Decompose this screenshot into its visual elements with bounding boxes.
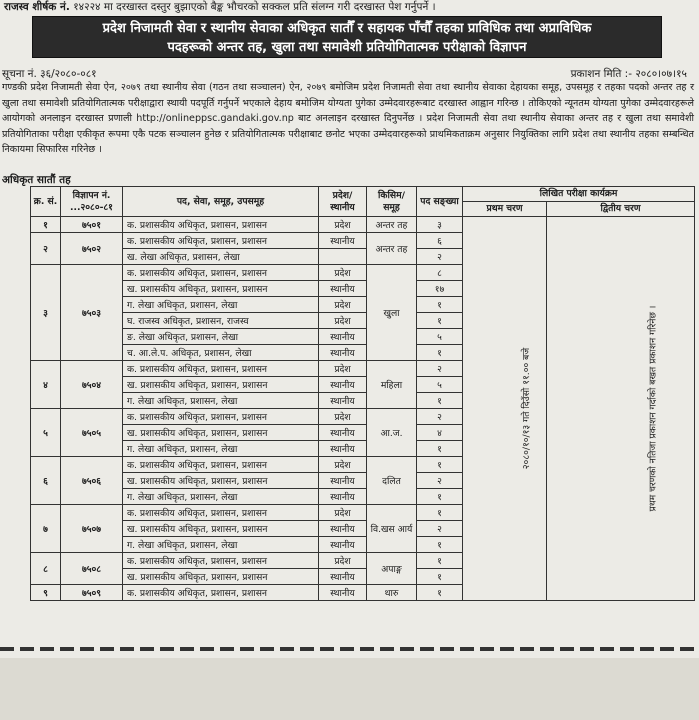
row-province-local: स्थानीय [319,441,367,457]
row-province-local: स्थानीय [319,233,367,249]
col-prov: प्रदेश/ स्थानीय [319,187,367,217]
row-post: ख. प्रशासकीय अधिकृत, प्रशासन, प्रशासन [123,521,319,537]
row-serial: ८ [31,553,61,585]
publication-date: प्रकाशन मिति :- २०८०।०७।१५ [570,68,687,80]
row-post: ख. प्रशासकीय अधिकृत, प्रशासन, प्रशासन [123,281,319,297]
row-province-local: स्थानीय [319,473,367,489]
row-post: ङ. लेखा अधिकृत, प्रशासन, लेखा [123,329,319,345]
row-post-count: १ [417,537,463,553]
row-post: घ. राजस्व अधिकृत, प्रशासन, राजस्व [123,313,319,329]
row-province-local: स्थानीय [319,393,367,409]
row-province-local: प्रदेश [319,361,367,377]
row-advert-no: ७५०५ [61,409,123,457]
row-post: ख. प्रशासकीय अधिकृत, प्रशासन, प्रशासन [123,377,319,393]
row-post: ख. प्रशासकीय अधिकृत, प्रशासन, प्रशासन [123,473,319,489]
row-serial: ४ [31,361,61,409]
row-post-count: २ [417,521,463,537]
revenue-label: राजस्व शीर्षक नं. [4,1,70,13]
row-advert-no: ७५०९ [61,585,123,601]
row-advert-no: ७५०३ [61,265,123,361]
row-type-group: वि.खस आर्य [367,505,417,553]
first-stage-text: २०८०/१०/१३ गते दिउँसो ११.०० बजे [521,347,533,470]
row-post: क. प्रशासकीय अधिकृत, प्रशासन, प्रशासन [123,265,319,281]
row-post-count: १ [417,505,463,521]
row-post-count: २ [417,361,463,377]
row-province-local: स्थानीय [319,345,367,361]
row-post-count: १ [417,489,463,505]
revenue-note: १४२२४ मा दरखास्त दस्तुर बुझाएको बैङ्क भौचरको सक्कल प्रति संलग्न गरी दरखास्त पेश गर्नुपर्ने । [73,1,436,13]
row-post-count: २ [417,409,463,425]
row-advert-no: ७५०४ [61,361,123,409]
col-count: पद सङ्ख्या [417,187,463,217]
row-province-local: स्थानीय [319,425,367,441]
title-line-2: पदहरूको अन्तर तह, खुला तथा समावेशी प्रतियोगितात्मक परीक्षाको विज्ञापन [167,40,527,55]
row-province-local: स्थानीय [319,537,367,553]
row-province-local: प्रदेश [319,297,367,313]
col-sn: क्र. सं. [31,187,61,217]
row-post: ख. प्रशासकीय अधिकृत, प्रशासन, प्रशासन [123,425,319,441]
row-province-local: स्थानीय [319,585,367,601]
row-serial: ५ [31,409,61,457]
row-province-local: स्थानीय [319,281,367,297]
notice-title [32,16,662,58]
row-post: क. प्रशासकीय अधिकृत, प्रशासन, प्रशासन [123,233,319,249]
row-post: ग. लेखा अधिकृत, प्रशासन, लेखा [123,441,319,457]
row-type-group: अन्तर तह [367,217,417,233]
vacancy-table [30,186,695,601]
row-serial: ९ [31,585,61,601]
row-post-count: १ [417,297,463,313]
row-serial: ७ [31,505,61,553]
row-post-count: ५ [417,329,463,345]
row-type-group: अन्तर तह [367,233,417,265]
row-province-local: स्थानीय [319,521,367,537]
row-post: च. आ.ले.प. अधिकृत, प्रशासन, लेखा [123,345,319,361]
revenue-header [4,0,436,14]
row-province-local: प्रदेश [319,217,367,233]
row-post-count: १७ [417,281,463,297]
notice-body: गण्डकी प्रदेश निजामती सेवा ऐन, २०७९ तथा स्थानीय सेवा (गठन तथा सञ्चालन) ऐन, २०७९ बमोजिम प्रदेश निजामती सेवा तथा स्थानीय सेवाका देहायका समूह, उपसमूह र तहका पदको अन्तर तह र खुला तथा समावेशी प्रतियोगितात्मक परीक्षाद्वारा स्थायी पदपूर्ति गर्नुपर्ने भएकाले देहाय बमोजिम योग्यता पुगेका उम्मेदवारहरूबाट दरखास्त आह्वान गरिन्छ । तोकिएको न्यूनतम योग्यता पुगेका उम्मेदवारहरूले आयोगको अनलाइन दरखास्त प्रणाली http://onlineppsc.gandaki.gov.np बाट अनलाइन दरखास्त दिनुपर्नेछ । प्रदेश निजामती सेवा तथा स्थानीय सेवाका अन्तर तह र खुला तथा समावेशी प्रतियोगिताका परीक्षा एकीकृत रूपमा एकै पटक सञ्चालन हुनेछ र प्रतियोगितात्मक परीक्षाबाट छनोट भएका उम्मेदवारहरूको प्राथमिकताक्रम अनुसार नियुक्तिका लागि प्रदेश तथा स्थानीय तहका सम्बन्धित निकायमा सिफारिस गरिनेछ । [2,82,694,156]
title-line-1: प्रदेश निजामती सेवा र स्थानीय सेवाका अधिकृत सातौँ र सहायक पाँचौँ तहका प्राविधिक तथा अप्राविधिक [102,21,592,36]
table-row [31,217,695,233]
row-advert-no: ७५०६ [61,457,123,505]
row-type-group: आ.ज. [367,409,417,457]
row-post: क. प्रशासकीय अधिकृत, प्रशासन, प्रशासन [123,585,319,601]
row-province-local: प्रदेश [319,553,367,569]
row-province-local: प्रदेश [319,505,367,521]
row-post: क. प्रशासकीय अधिकृत, प्रशासन, प्रशासन [123,553,319,569]
row-type-group: अपाङ्ग [367,553,417,585]
row-post-count: २ [417,249,463,265]
row-province-local: प्रदेश [319,313,367,329]
row-post-count: १ [417,585,463,601]
row-post: क. प्रशासकीय अधिकृत, प्रशासन, प्रशासन [123,457,319,473]
row-post-count: १ [417,345,463,361]
row-post-count: ८ [417,265,463,281]
row-province-local: स्थानीय [319,489,367,505]
row-post-count: ३ [417,217,463,233]
row-post: ग. लेखा अधिकृत, प्रशासन, लेखा [123,393,319,409]
row-province-local: प्रदेश [319,265,367,281]
row-advert-no: ७५०७ [61,505,123,553]
row-type-group: थारु [367,585,417,601]
row-province-local: प्रदेश [319,409,367,425]
row-province-local [319,249,367,265]
row-post-count: २ [417,473,463,489]
row-type-group: खुला [367,265,417,361]
row-post: ख. लेखा अधिकृत, प्रशासन, लेखा [123,249,319,265]
row-post: क. प्रशासकीय अधिकृत, प्रशासन, प्रशासन [123,217,319,233]
first-stage-cell [463,217,547,601]
row-province-local: स्थानीय [319,569,367,585]
row-serial: ६ [31,457,61,505]
second-stage-text: प्रथम चरणको नतिजा प्रकाशन गर्दाको बखत प्रकाशन गरिनेछ । [647,305,659,512]
row-advert-no: ७५०८ [61,553,123,585]
row-post: क. प्रशासकीय अधिकृत, प्रशासन, प्रशासन [123,505,319,521]
section-title: अधिकृत सातौं तह [2,174,71,186]
row-advert-no: ७५०२ [61,233,123,265]
row-post-count: १ [417,457,463,473]
col-adv: विज्ञापन नं. ...२०८०-८१ [61,187,123,217]
row-post-count: १ [417,393,463,409]
second-stage-cell [547,217,695,601]
row-advert-no: ७५०१ [61,217,123,233]
col-first-stage: प्रथम चरण [463,202,547,217]
row-post: ख. प्रशासकीय अधिकृत, प्रशासन, प्रशासन [123,569,319,585]
col-kind: किसिम/ समूह [367,187,417,217]
row-post-count: ६ [417,233,463,249]
row-post-count: १ [417,441,463,457]
row-type-group: महिला [367,361,417,409]
row-post: ग. लेखा अधिकृत, प्रशासन, लेखा [123,297,319,313]
row-post: क. प्रशासकीय अधिकृत, प्रशासन, प्रशासन [123,361,319,377]
row-post-count: १ [417,553,463,569]
row-post: क. प्रशासकीय अधिकृत, प्रशासन, प्रशासन [123,409,319,425]
col-post: पद, सेवा, समूह, उपसमूह [123,187,319,217]
row-province-local: स्थानीय [319,377,367,393]
row-type-group: दलित [367,457,417,505]
row-serial: १ [31,217,61,233]
row-post-count: १ [417,569,463,585]
row-post: ग. लेखा अधिकृत, प्रशासन, लेखा [123,537,319,553]
notice-number: सूचना नं. ३६/२०८०-०८१ [2,68,97,80]
page-edge [0,647,699,651]
row-post-count: १ [417,313,463,329]
row-province-local: स्थानीय [319,329,367,345]
row-post: ग. लेखा अधिकृत, प्रशासन, लेखा [123,489,319,505]
row-post-count: ४ [417,425,463,441]
row-serial: ३ [31,265,61,361]
row-serial: २ [31,233,61,265]
col-second-stage: द्वितीय चरण [547,202,695,217]
row-post-count: ५ [417,377,463,393]
col-exam: लिखित परीक्षा कार्यक्रम [463,187,695,202]
row-province-local: प्रदेश [319,457,367,473]
